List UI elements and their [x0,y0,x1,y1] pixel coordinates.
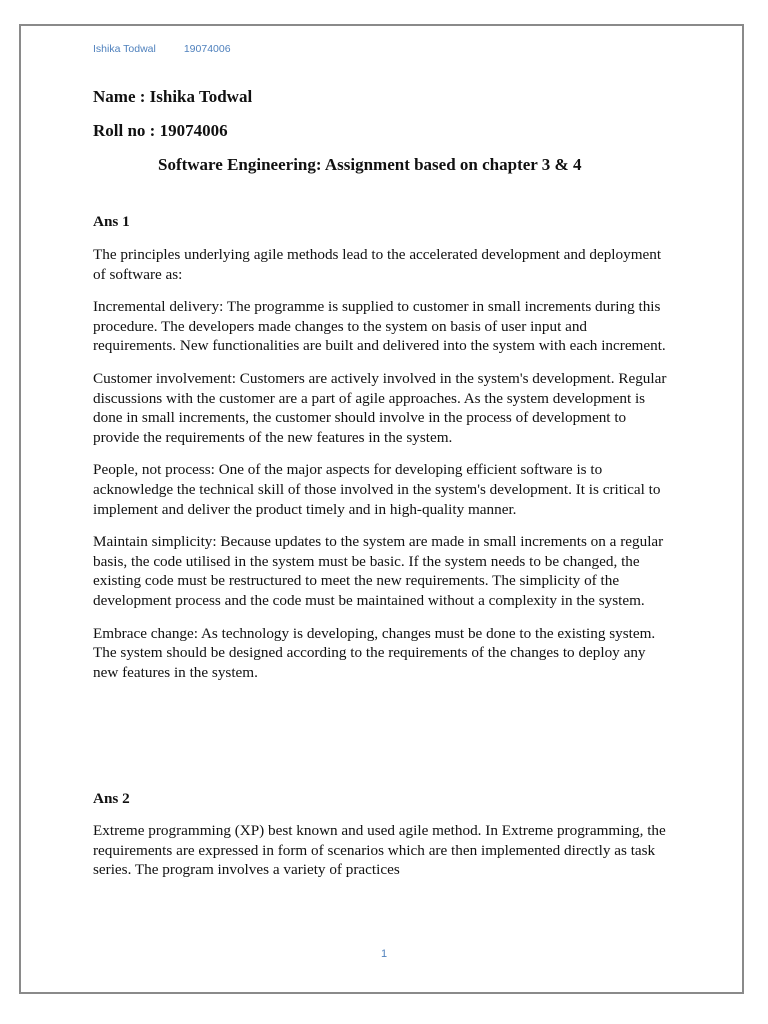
answer-1-paragraph: Incremental delivery: The programme is supplied to customer in small increments during this procedure. The developers made changes to the system on basis of user input and requirements. New functionalities are built and delivered into the system with each increment. [93,298,666,355]
answer-1-heading: Ans 1 [93,213,130,230]
header-roll: 19074006 [183,43,231,55]
page-number: 1 [380,948,388,960]
document-body [93,86,673,880]
answer-1-paragraph: Maintain simplicity: Because updates to the system are made in small increments on a regular basis, the code utilised in the system must be basic. If the system needs to be changed, the existing code must be restructured to meet the new requirements. The simplicity of the development process and the code must be maintained without a complexity in the system. [93,533,664,609]
answer-2-paragraph: Extreme programming (XP) best known and used agile method. In Extreme programming, the requirements are expressed in form of scenarios which are then implemented directly as task series. The program involves a variety of practices [93,822,666,879]
student-roll: Roll no : 19074006 [93,121,228,140]
student-name: Name : Ishika Todwal [93,87,253,106]
header-author: Ishika Todwal [93,43,156,55]
answer-2-heading: Ans 2 [93,790,130,808]
answer-1-paragraph: Embrace change: As technology is developing, changes must be done to the existing system. The system should be designed according to the requirements of the changes to deploy any new features in the system. [93,624,656,681]
answer-1-paragraph: The principles underlying agile methods lead to the accelerated development and deployment of software as: [93,246,662,283]
page-header [93,43,231,55]
answer-1-paragraph: People, not process: One of the major aspects for developing efficient software is to acknowledge the technical skill of those involved in the system's development. It is critical to implement and deliver the product timely and in high-quality manner. [93,461,661,518]
document-title: Software Engineering: Assignment based on chapter 3 & 4 [158,155,582,174]
answer-1-paragraph: Customer involvement: Customers are actively involved in the system's development. Regular discussions with the customer are a part of agile approaches. As the system development is done in small increments, the customer should involve in the process of development to provide the requirements of the new features in the system. [93,369,667,446]
